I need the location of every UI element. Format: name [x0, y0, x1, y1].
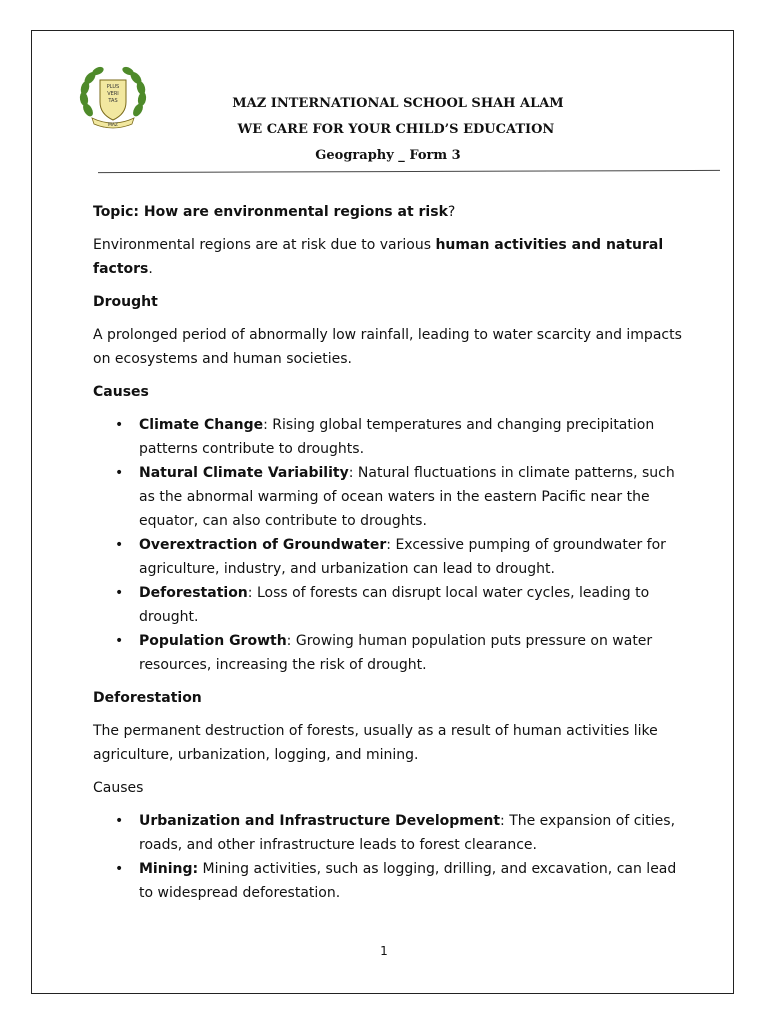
- list-item: [139, 533, 683, 581]
- topic-suffix: ?: [447, 204, 456, 220]
- cause-term: Mining:: [139, 861, 199, 877]
- cause-term: Population Growth: [139, 633, 287, 649]
- drought-definition: A prolonged period of abnormally low rainfall, leading to water scarcity and impacts on ecosystems and human societies.: [93, 327, 682, 367]
- cause-term: Natural Climate Variability: [139, 465, 349, 481]
- list-item: [139, 413, 683, 461]
- drought-causes-heading: Causes: [93, 384, 149, 400]
- intro-emphasis: human activities and natural factors: [93, 237, 664, 277]
- subject-title: Geography _ Form 3: [315, 148, 461, 163]
- list-item: [139, 461, 683, 533]
- drought-heading: Drought: [93, 294, 158, 310]
- page-number: 1: [380, 944, 388, 958]
- deforestation-definition: The permanent destruction of forests, usually as a result of human activities like agriculture, urbanization, logging, and mining.: [93, 723, 658, 763]
- list-item: [139, 809, 683, 857]
- list-item: [139, 857, 683, 905]
- intro-paragraph: [93, 233, 683, 281]
- list-item: [139, 581, 683, 629]
- school-name: MAZ INTERNATIONAL SCHOOL SHAH ALAM: [232, 96, 564, 111]
- topic-label: Topic: How are environmental regions at risk: [93, 204, 448, 220]
- crest-line-3: TAS: [108, 98, 118, 104]
- crest-line-1: PLUS: [106, 84, 120, 90]
- cause-text: : Rising global temperatures and changing precipitation patterns contribute to droughts.: [139, 417, 655, 457]
- topic-line: [93, 200, 683, 224]
- drought-causes-list: [93, 413, 683, 677]
- cause-text: : The expansion of cities, roads, and other infrastructure leads to forest clearance.: [139, 813, 676, 853]
- school-motto: WE CARE FOR YOUR CHILD’S EDUCATION: [237, 122, 555, 137]
- cause-term: Overextraction of Groundwater: [139, 537, 387, 553]
- intro-text: Environmental regions are at risk due to various: [93, 237, 436, 253]
- deforestation-causes-heading: Causes: [93, 780, 144, 796]
- deforestation-heading: Deforestation: [93, 690, 202, 706]
- cause-term: Deforestation: [139, 585, 248, 601]
- document-body: [93, 200, 683, 914]
- cause-text: : Loss of forests can disrupt local water cycles, leading to drought.: [139, 585, 650, 625]
- cause-text: : Growing human population puts pressure on water resources, increasing the risk of drought.: [139, 633, 653, 673]
- intro-end: .: [148, 261, 153, 277]
- cause-text: Mining activities, such as logging, drilling, and excavation, can lead to widespread deforestation.: [139, 861, 677, 901]
- crest-line-2: VERI: [107, 91, 119, 97]
- cause-text: : Natural fluctuations in climate patterns, such as the abnormal warming of ocean waters in the eastern Pacific near the equator, can also contribute to droughts.: [139, 465, 675, 529]
- crest-banner: MAZ: [107, 123, 119, 128]
- cause-term: Climate Change: [139, 417, 264, 433]
- cause-text: : Excessive pumping of groundwater for agriculture, industry, and urbanization can lead to drought.: [139, 537, 666, 577]
- list-item: [139, 629, 683, 677]
- cause-term: Urbanization and Infrastructure Development: [139, 813, 501, 829]
- deforestation-causes-list: [93, 809, 683, 905]
